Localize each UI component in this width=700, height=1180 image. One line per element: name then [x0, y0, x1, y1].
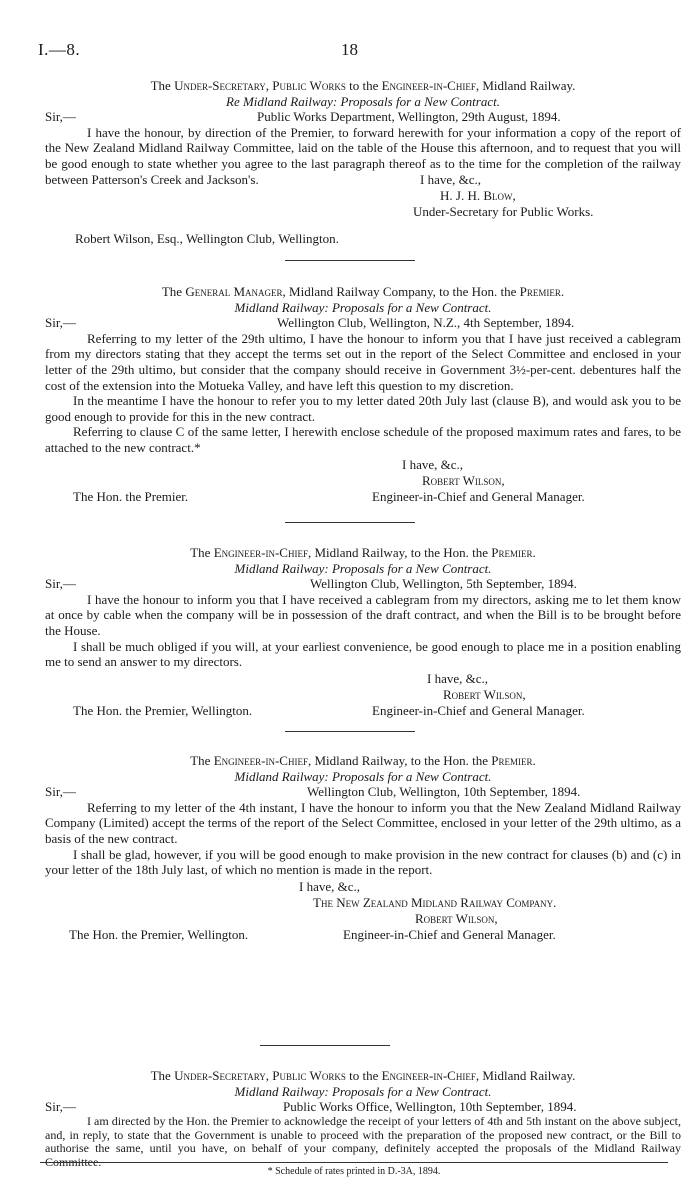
letter-paragraph: Referring to clause C of the same letter, I herewith enclose schedule of the proposed maximum rates and fares, to be attached to the new contract.*: [45, 424, 681, 455]
recipient: Premier.: [491, 753, 536, 768]
addressee: Robert Wilson, Esq., Wellington Club, Wellington.: [75, 231, 339, 247]
letter-paragraph: I am directed by the Hon. the Premier to acknowledge the receipt of your letters of 4th and 5th instant on the above subject, and, in reply, to state that the Government is unable to proceed with the preparation of the proposed new contract, or the Bill to authorise the same, until you have, on behalf of your company, definitely accepted the proposals of the Midland Railway Committee.: [45, 1113, 681, 1170]
signer-name: H. J. H. Blow,: [440, 188, 516, 204]
letter-heading: The Under-Secretary, Public Works to the Engineer-in-Chief, Midland Railway.: [150, 1068, 576, 1083]
letter-heading: The Engineer-in-Chief, Midland Railway, to the Hon. the Premier.: [190, 545, 536, 560]
letter-heading: The Under-Secretary, Public Works to the Engineer-in-Chief, Midland Railway.: [150, 78, 576, 93]
salutation: Sir,—: [45, 1099, 76, 1115]
letter-subject: Midland Railway: Proposals for a New Contract.: [234, 768, 492, 784]
recipient: Engineer-in-Chief,: [381, 78, 480, 93]
sender: Under-Secretary, Public Works: [174, 78, 346, 93]
letter-subject: Re Midland Railway: Proposals for a New Contract.: [226, 93, 500, 109]
letter-heading: The General Manager, Midland Railway Company, to the Hon. the Premier.: [161, 284, 565, 299]
section-divider: [260, 1045, 390, 1046]
letter-2: [45, 284, 681, 503]
signer-title: Under-Secretary for Public Works.: [413, 204, 594, 220]
recipient: Premier.: [491, 545, 536, 560]
signer-title: Engineer-in-Chief and General Manager.: [372, 702, 585, 718]
letter-address-date: Wellington Club, Wellington, 10th September, 1894.: [307, 784, 581, 800]
closing: I have, &c.,: [427, 670, 489, 686]
addressee: The Hon. the Premier.: [73, 488, 189, 504]
letter-paragraph: I have the honour, by direction of the Premier, to forward herewith for your information a copy of the report of the New Zealand Midland Railway Committee, laid on the table of the House this afternoon, and to request that you will be good enough to state whether you agree to the last paragraph thereof as to the time for the completion of the railway between Patterson's Creek and Jackson's.: [45, 124, 681, 187]
signer-title: Engineer-in-Chief and General Manager.: [372, 488, 585, 504]
signer-name: Robert Wilson,: [443, 686, 526, 702]
signer-name: Robert Wilson,: [422, 472, 505, 488]
addressee: The Hon. the Premier, Wellington.: [73, 702, 253, 718]
closing: I have, &c.,: [420, 172, 482, 188]
recipient: Engineer-in-Chief,: [381, 1068, 480, 1083]
footnote: * Schedule of rates printed in D.-3A, 1894.: [267, 1166, 441, 1177]
letter-address-date: Wellington Club, Wellington, 5th September, 1894.: [310, 576, 577, 592]
sender: Engineer-in-Chief,: [213, 545, 312, 560]
closing: I have, &c.,: [299, 878, 361, 894]
parliamentary-paper-ref: I.—8.: [38, 40, 81, 59]
salutation: Sir,—: [45, 576, 76, 592]
salutation: Sir,—: [45, 109, 76, 125]
letter-1: [45, 78, 681, 247]
letter-paragraph: I shall be much obliged if you will, at your earliest convenience, be good enough to place me in a position enabling me to send an answer to my directors.: [45, 638, 681, 670]
page-number: 18: [341, 40, 358, 59]
closing: I have, &c.,: [402, 456, 464, 472]
signer-title: Engineer-in-Chief and General Manager.: [343, 926, 556, 942]
footnote-rule: [40, 1162, 668, 1163]
sender: Under-Secretary, Public Works: [174, 1068, 346, 1083]
letter-address-date: Wellington Club, Wellington, N.Z., 4th September, 1894.: [277, 315, 575, 331]
letter-address-date: Public Works Office, Wellington, 10th September, 1894.: [283, 1099, 577, 1115]
letter-subject: Midland Railway: Proposals for a New Contract.: [234, 299, 492, 315]
section-divider: [285, 731, 415, 732]
letter-paragraph: Referring to my letter of the 29th ultimo, I have the honour to inform you that I have just received a cablegram from my directors stating that they accept the terms set out in the report of the Select Committee and enclosed in your letter of the 29th ultimo, but consider that the company should receive in Government 3½-per-cent. debentures half the cost of the extension into the Motueka Valley, and have left this question to my discretion.: [45, 330, 681, 393]
salutation: Sir,—: [45, 315, 76, 331]
letter-paragraph: I shall be glad, however, if you will be good enough to make provision in the new contract for clauses (b) and (c) in your letter of the 18th July last, of which no mention is made in the report.: [45, 846, 681, 878]
recipient: Premier.: [519, 284, 565, 299]
letter-paragraph: In the meantime I have the honour to refer you to my letter dated 20th July last (clause B), and would ask you to be good enough to provide for this in the new contract.: [45, 393, 681, 424]
letter-subject: Midland Railway: Proposals for a New Contract.: [234, 1083, 492, 1099]
salutation: Sir,—: [45, 784, 76, 800]
sender: Engineer-in-Chief,: [213, 753, 312, 768]
signer-name: Robert Wilson,: [415, 910, 498, 926]
letter-heading: The Engineer-in-Chief, Midland Railway, to the Hon. the Premier.: [190, 753, 536, 768]
letter-5: [45, 1068, 681, 1170]
letter-paragraph: I have the honour to inform you that I have received a cablegram from my directors, asking me to let them know at once by cable when the company will be in possession of the draft contract, and when the Bill is to be brought before the House.: [45, 591, 681, 638]
sender: General Manager,: [185, 284, 286, 299]
letter-address-date: Public Works Department, Wellington, 29th August, 1894.: [257, 109, 561, 125]
letter-subject: Midland Railway: Proposals for a New Contract.: [234, 560, 492, 576]
letter-3: [45, 545, 681, 717]
company-name: The New Zealand Midland Railway Company.: [313, 894, 557, 910]
addressee: The Hon. the Premier, Wellington.: [69, 926, 249, 942]
letter-4: [45, 753, 681, 941]
letter-paragraph: Referring to my letter of the 4th instant, I have the honour to inform you that the New Zealand Midland Railway Company (Limited) accept the terms of the report of the Select Committee, enclosed in your letter of the 29th ultimo, as a basis of the new contract.: [45, 799, 681, 846]
section-divider: [285, 522, 415, 523]
section-divider: [285, 260, 415, 261]
